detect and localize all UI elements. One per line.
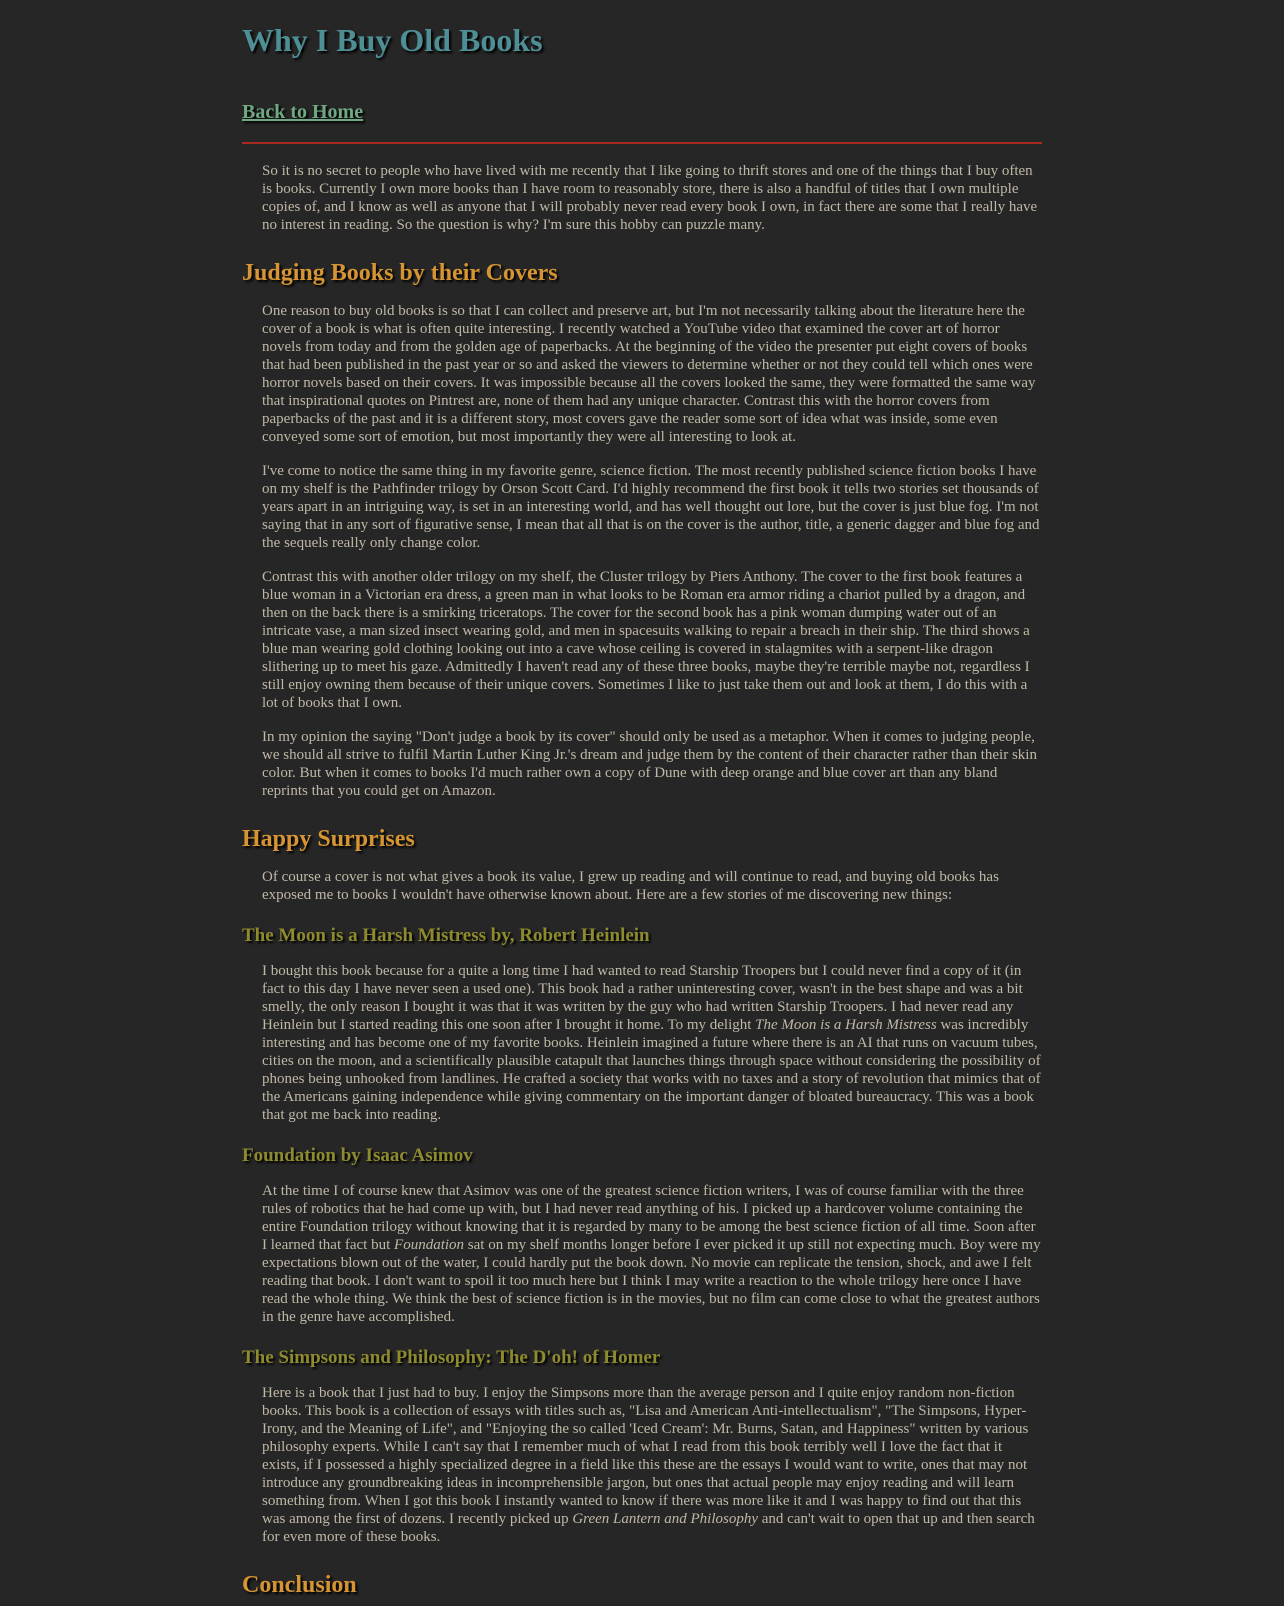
back-to-home-link[interactable]: Back to Home (242, 101, 364, 123)
book-heading-foundation: Foundation by Isaac Asimov (242, 1145, 473, 1166)
book-text: Here is a book that I just had to buy. I enjoy the Simpsons more than the average person and I quite enjoy random non-fiction books. This book is a collection of essays with titles such as, "Lisa and American Anti-intellectualism", "The Simpsons, Hyper-Irony, and the Meaning of Life", and "Enjoying the so called 'Iced Cream': Mr. Burns, Satan, and Happiness" written by various philosophy experts. While I can't say that I remember much of what I read from this book terribly well I love the fact that it exists, if I possessed a highly specialized degree in a field like this these are the essays I would want to write, ones that may not introduce any groundbreaking ideas in incomprehensible jargon, but ones that actual people may enjoy reading and will learn something from. When I got this book I instantly wanted to know if there was more like it and I was happy to find out that this was among the first of dozens. I recently picked up (262, 1385, 1029, 1527)
book-text: I bought this book because for a quite a long time I had wanted to read Starship Troopers but I could never find a copy of it (in fact to this day I have never seen a used one). This book had a rather uninteresting cover, wasn't in the best shape and was a bit smelly, the only reason I bought it was that it was written by the guy who had written Starship Troopers. I had never read any Heinlein but I started reading this one soon after I brought it home. To my delight (262, 963, 1023, 1033)
covers-paragraph-2: I've come to notice the same thing in my favorite genre, science fiction. The most recently published science fiction books I have on my shelf is the Pathfinder trilogy by Orson Scott Card. I'd highly recommend the first book it tells two stories set thousands of years apart in an intriguing way, is set in an interesting world, and has well thought out lore, but the cover is just blue fog. I'm not saying that in any sort of figurative sense, I mean that all that is on the cover is the author, title, a generic dagger and blue fog and the sequels really only change color. (262, 463, 1040, 551)
section-heading-surprises: Happy Surprises (242, 826, 415, 852)
book-title-italic: The Moon is a Harsh Mistress (755, 1017, 937, 1033)
book-paragraph-moon (242, 962, 1042, 1124)
book-heading-moon: The Moon is a Harsh Mistress by, Robert Heinlein (242, 925, 650, 946)
covers-paragraph-3: Contrast this with another older trilogy on my shelf, the Cluster trilogy by Piers Anthony. The cover to the first book features a blue woman in a Victorian era dress, a green man in what looks to be Roman era armor riding a chariot pulled by a dragon, and then on the back there is a smirking triceratops. The cover for the second book has a pink woman dumping water out of an intricate vase, a man sized insect wearing gold, and men in spacesuits walking to repair a breach in their ship. The third shows a blue man wearing gold clothing looking out into a cave whose ceiling is covered in stalagmites with a serpent-like dragon slithering up to meet his gaze. Admittedly I haven't read any of these three books, maybe they're terrible maybe not, regardless I still enjoy owning them because of their unique covers. Sometimes I like to just take them out and look at them, I do this with a lot of books that I own. (262, 569, 1030, 711)
article (242, 0, 1042, 1600)
book-paragraph-simpsons (242, 1384, 1042, 1546)
covers-paragraph-1: One reason to buy old books is so that I can collect and preserve art, but I'm not necessarily talking about the literature here the cover of a book is what is often quite interesting. I recently watched a YouTube video that examined the cover art of horror novels from today and from the golden age of paperbacks. At the beginning of the video the presenter put eight covers of books that had been published in the past year or so and asked the viewers to determine whether or not they could tell which ones were horror novels based on their covers. It was impossible because all the covers looked the same, they were formatted the same way that inspirational quotes on Pintrest are, none of them had any unique character. Contrast this with the horror covers from paperbacks of the past and it is a different story, most covers gave the reader some sort of idea what was inside, some even conveyed some sort of emotion, but most importantly they were all interesting to look at. (262, 303, 1036, 445)
section-heading-conclusion: Conclusion (242, 1572, 357, 1598)
book-paragraph-foundation (242, 1182, 1042, 1326)
covers-paragraph-4: In my opinion the saying "Don't judge a book by its cover" should only be used as a metaphor. When it comes to judging people, we should all strive to fulfil Martin Luther King Jr.'s dream and judge them by the content of their character rather than their skin color. But when it comes to books I'd much rather own a copy of Dune with deep orange and blue cover art than any bland reprints that you could get on Amazon. (262, 729, 1037, 799)
title-divider (242, 142, 1042, 144)
surprises-intro-paragraph: Of course a cover is not what gives a book its value, I grew up reading and will continue to read, and buying old books has exposed me to books I wouldn't have otherwise known about. Here are a few stories of me discovering new things: (262, 869, 999, 903)
section-heading-covers: Judging Books by their Covers (242, 260, 558, 286)
book-heading-simpsons: The Simpsons and Philosophy: The D'oh! of Homer (242, 1347, 661, 1368)
page-title: Why I Buy Old Books (242, 22, 543, 58)
book-text: was incredibly interesting and has become one of my favorite books. Heinlein imagined a future where there is an AI that runs on vacuum tubes, cities on the moon, and a scientifically plausible catapult that launches things through space without considering the possibility of phones being unhooked from landlines. He crafted a society that works with no taxes and a story of revolution that mimics that of the Americans gaining independence while giving commentary on the important danger of bloated bureaucracy. This was a book that got me back into reading. (262, 1017, 1041, 1123)
book-text: At the time I of course knew that Asimov was one of the greatest science fiction writers, I was of course familiar with the three rules of robotics that he had come up with, but I had never read anything of his. I picked up a hardcover volume containing the entire Foundation trilogy without knowing that it is regarded by many to be among the best science fiction of all time. Soon after I learned that fact but (262, 1183, 1036, 1253)
intro-paragraph: So it is no secret to people who have lived with me recently that I like going to thrift stores and one of the things that I buy often is books. Currently I own more books than I have room to reasonably store, there is also a handful of titles that I own multiple copies of, and I know as well as anyone that I will probably never read every book I own, in fact there are some that I really have no interest in reading. So the question is why? I'm sure this hobby can puzzle many. (262, 163, 1038, 233)
book-text: and can't wait to open that up and then search for even more of these books. (262, 1511, 1035, 1545)
book-title-italic: Green Lantern and Philosophy (572, 1511, 759, 1527)
book-text: sat on my shelf months longer before I ever picked it up still not expecting much. Boy were my expectations blown out of the water, I could hardly put the book down. No movie can replicate the tension, shock, and awe I felt reading that book. I don't want to spoil it too much here but I think I may write a reaction to the whole trilogy here once I have read the whole thing. We think the best of science fiction is in the movies, but no film can come close to what the greatest authors in the genre have accomplished. (262, 1237, 1041, 1325)
book-title-italic: Foundation (394, 1237, 465, 1253)
